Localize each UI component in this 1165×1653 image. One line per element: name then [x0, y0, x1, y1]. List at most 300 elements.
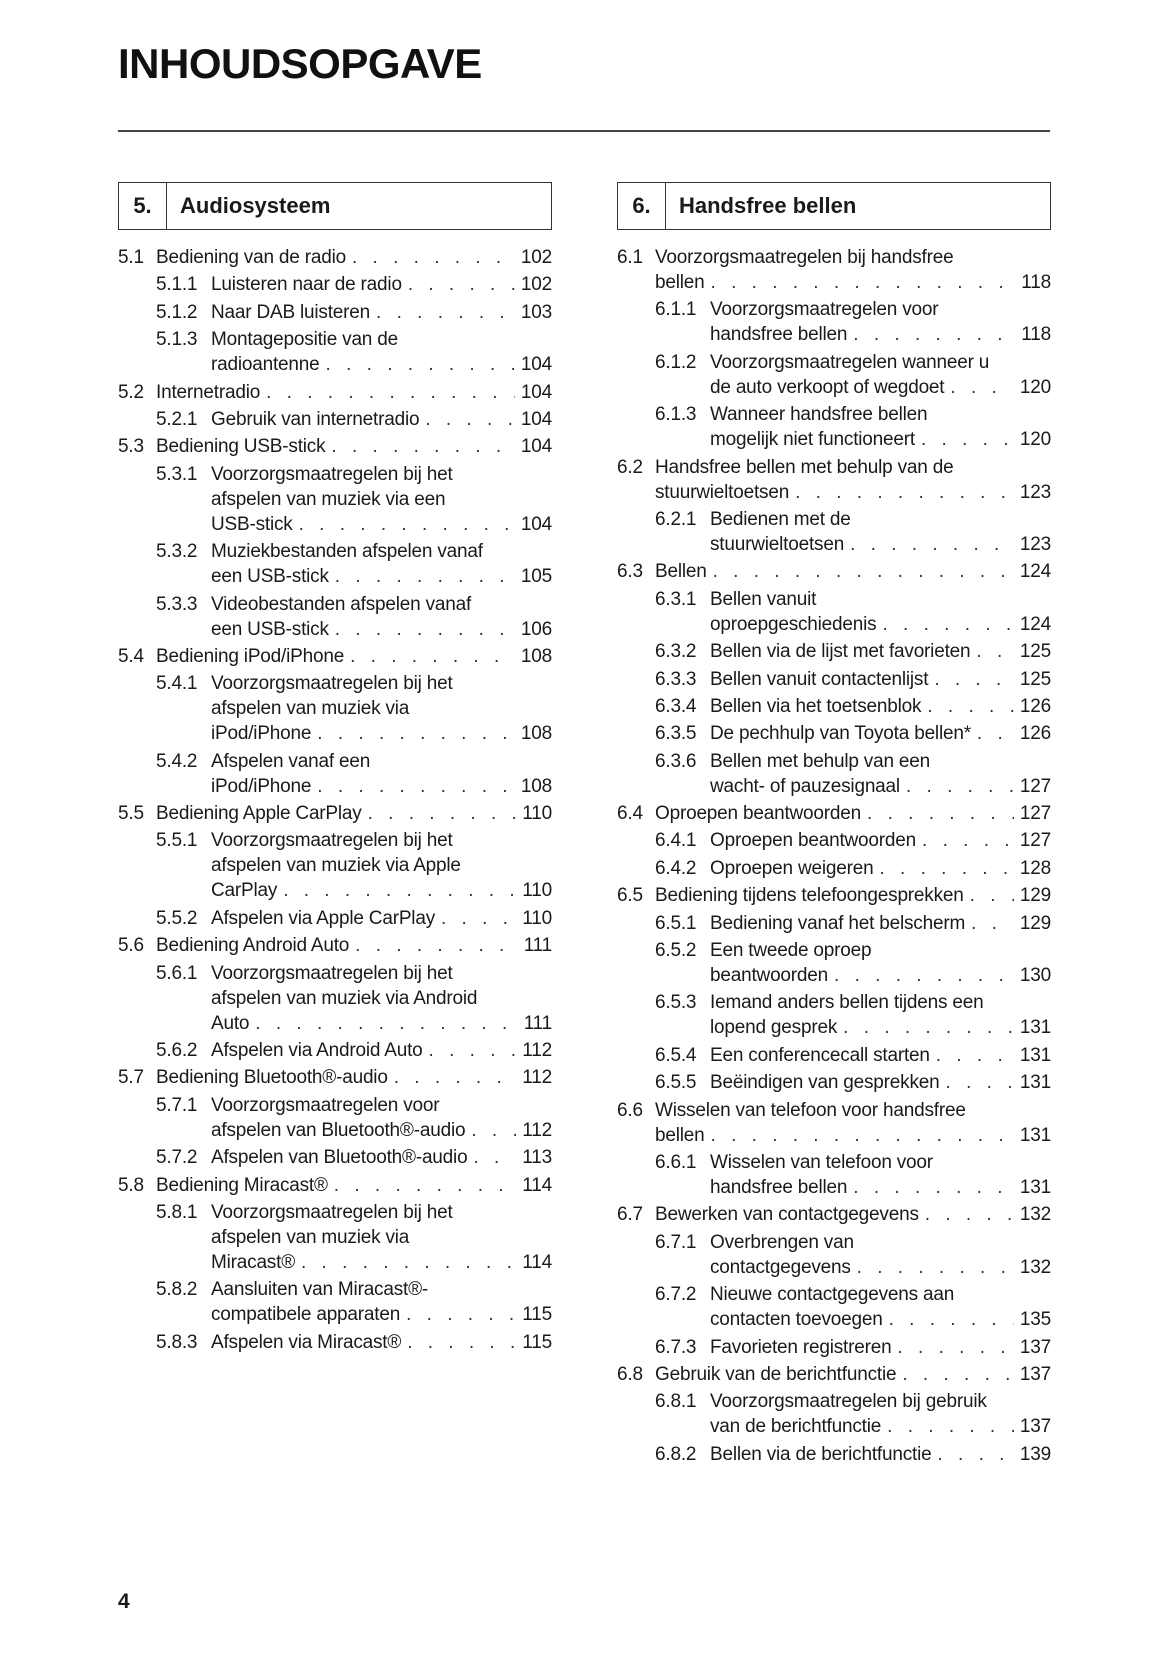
toc-entry[interactable]	[617, 402, 1051, 452]
entry-text	[655, 455, 1051, 505]
toc-entry[interactable]	[617, 1150, 1051, 1200]
entry-last-line	[710, 911, 1051, 936]
entry-last-line	[710, 1307, 1051, 1332]
entry-number: 6.8	[617, 1363, 643, 1385]
entry-number: 6.8.1	[655, 1391, 697, 1413]
entry-text	[655, 883, 1051, 908]
entry-text	[710, 938, 1051, 988]
entry-last-line	[211, 906, 552, 931]
dot-leader	[406, 1302, 516, 1327]
entry-page-number: 114	[522, 1174, 552, 1196]
entry-number: 6.8.2	[655, 1443, 697, 1465]
entry-page-number: 118	[1021, 324, 1051, 346]
toc-entry[interactable]	[118, 592, 552, 642]
toc-entry[interactable]	[118, 539, 552, 589]
toc-entry[interactable]	[617, 990, 1051, 1040]
entry-last-line	[710, 667, 1051, 692]
entry-text	[655, 245, 1051, 295]
dot-leader	[266, 380, 515, 405]
toc-entry[interactable]	[617, 507, 1051, 557]
entry-last-line	[211, 1038, 552, 1063]
toc-entry[interactable]	[118, 272, 552, 297]
dot-leader	[471, 1118, 516, 1143]
toc-entry[interactable]	[617, 639, 1051, 664]
entry-last-line	[710, 1335, 1051, 1360]
entry-title-line: Montagepositie van de	[211, 329, 398, 351]
entry-last-line	[211, 512, 552, 537]
entry-number: 6.2.1	[655, 508, 697, 530]
entry-text	[710, 1282, 1051, 1332]
entry-text	[156, 245, 552, 270]
toc-entry[interactable]	[617, 559, 1051, 584]
dot-leader	[934, 667, 1014, 692]
page-title: INHOUDSOPGAVE	[118, 40, 482, 87]
entry-last-line	[156, 801, 552, 826]
toc-entry[interactable]	[118, 749, 552, 799]
entry-text	[211, 1277, 552, 1327]
entry-last-line	[211, 1302, 552, 1327]
section-title: Handsfree bellen	[679, 193, 857, 218]
dot-leader	[441, 906, 516, 931]
dot-leader	[331, 434, 515, 459]
toc-entry[interactable]	[617, 297, 1051, 347]
toc-entry[interactable]	[118, 1145, 552, 1170]
section-header	[118, 182, 552, 230]
entry-title-line: Bellen via het toetsenblok	[710, 695, 922, 717]
entry-title-line: afspelen van muziek via een	[211, 488, 446, 510]
entry-title-line: radioantenne	[211, 354, 320, 376]
entry-title-line: Bediening USB-stick	[156, 436, 326, 458]
entry-title-line: Videobestanden afspelen vanaf	[211, 593, 472, 615]
entry-title-line: Wisselen van telefoon voor	[710, 1151, 933, 1173]
page-number: 4	[118, 1590, 130, 1613]
entry-title-line: afspelen van muziek via Android	[211, 987, 478, 1009]
dot-leader	[334, 1173, 517, 1198]
dot-leader	[882, 612, 1013, 637]
entry-title-line: Bediening Android Auto	[156, 935, 350, 957]
toc-entry[interactable]	[617, 856, 1051, 881]
entry-title-line: Voorzorgsmaatregelen bij het	[211, 830, 453, 852]
entry-page-number: 104	[520, 354, 552, 376]
entry-page-number: 135	[1019, 1309, 1051, 1331]
entry-text	[211, 327, 552, 377]
entry-last-line	[710, 612, 1051, 637]
entry-last-line	[156, 245, 552, 270]
entry-title-line: Bediening Apple CarPlay	[156, 803, 362, 825]
entry-page-number: 115	[522, 1331, 552, 1353]
entry-page-number: 110	[522, 907, 552, 929]
entry-last-line	[710, 427, 1051, 452]
entry-page-number: 137	[1019, 1336, 1051, 1358]
entry-number: 6.2	[617, 456, 643, 478]
entry-page-number: 118	[1021, 272, 1051, 293]
entry-title-line: Voorzorgsmaatregelen bij het	[211, 962, 453, 984]
entry-last-line	[710, 375, 1051, 400]
toc-entry[interactable]	[617, 1282, 1051, 1332]
entry-number: 6.3.1	[655, 588, 697, 610]
entry-title-line: contactgegevens	[710, 1256, 851, 1278]
toc-entry[interactable]	[617, 749, 1051, 799]
entry-text	[710, 990, 1051, 1040]
entry-title-line: Bediening van de radio	[156, 247, 346, 268]
entry-text	[710, 1230, 1051, 1280]
toc-entry[interactable]	[118, 1093, 552, 1143]
entry-last-line	[710, 721, 1051, 746]
entry-last-line	[710, 322, 1051, 347]
toc-entry[interactable]	[118, 961, 552, 1036]
entry-text	[710, 297, 1051, 347]
entry-text	[156, 1173, 552, 1198]
entry-page-number: 127	[1019, 775, 1051, 797]
entry-title-line: Favorieten registreren	[710, 1336, 892, 1358]
entry-page-number: 104	[520, 381, 552, 403]
dot-leader	[408, 272, 515, 297]
entry-number: 5.4.2	[156, 750, 198, 772]
toc-entry[interactable]	[617, 828, 1051, 853]
entry-title-line: afspelen van muziek via	[211, 698, 410, 720]
dot-leader	[335, 564, 515, 589]
entry-page-number: 102	[520, 247, 552, 268]
entry-number: 5.3.1	[156, 463, 198, 485]
entry-number: 5.6.2	[156, 1040, 198, 1062]
toc-entry[interactable]	[118, 1038, 552, 1063]
toc-entry[interactable]	[617, 1043, 1051, 1068]
toc-entry[interactable]	[118, 1200, 552, 1275]
entry-text	[156, 380, 552, 405]
entry-last-line	[710, 774, 1051, 799]
toc-entry[interactable]	[118, 933, 552, 958]
toc-entry[interactable]	[118, 1330, 552, 1355]
toc-entry[interactable]	[617, 1389, 1051, 1439]
dot-leader	[950, 375, 1014, 400]
entry-last-line	[156, 644, 552, 669]
entry-text	[211, 1093, 552, 1143]
entry-number: 5.2.1	[156, 408, 198, 430]
entry-number: 5.2	[118, 381, 144, 403]
toc-entry[interactable]	[617, 245, 1051, 295]
toc-entry[interactable]	[617, 694, 1051, 719]
toc-entry[interactable]	[617, 938, 1051, 988]
entry-page-number: 125	[1019, 668, 1051, 690]
toc-entry[interactable]	[617, 721, 1051, 746]
entry-last-line	[710, 1070, 1051, 1095]
toc-entry[interactable]	[617, 1442, 1051, 1467]
entry-title-line: Voorzorgsmaatregelen bij het	[211, 463, 453, 485]
entry-page-number: 102	[520, 274, 552, 296]
dot-leader	[429, 1038, 517, 1063]
entry-title-line: Bediening Miracast®	[156, 1174, 328, 1196]
entry-last-line	[211, 1250, 552, 1275]
entry-number: 6.4.2	[655, 857, 697, 879]
entry-page-number: 105	[520, 566, 552, 588]
entry-title-line: Overbrengen van	[710, 1231, 854, 1253]
entry-number: 6.5	[617, 885, 643, 907]
entry-title-line: handsfree bellen	[710, 1176, 848, 1198]
entry-number: 6.7	[617, 1204, 643, 1226]
toc-entry[interactable]	[617, 911, 1051, 936]
toc-entry[interactable]	[617, 801, 1051, 826]
entry-page-number: 131	[1019, 1017, 1051, 1039]
toc-entry[interactable]	[617, 455, 1051, 505]
entry-text	[211, 906, 552, 931]
entry-text	[710, 1150, 1051, 1200]
toc-entry[interactable]	[617, 587, 1051, 637]
entry-last-line	[710, 1015, 1051, 1040]
entry-title-line: contacten toevoegen	[710, 1309, 883, 1331]
entry-text	[710, 1070, 1051, 1095]
dot-leader	[897, 1335, 1013, 1360]
title-divider	[118, 130, 1050, 132]
entry-title-line: bellen	[655, 1124, 705, 1146]
toc-entry[interactable]	[118, 434, 552, 459]
dot-leader	[368, 801, 517, 826]
section-number: 6.	[618, 183, 666, 229]
dot-leader	[711, 1123, 1014, 1148]
entry-page-number: 111	[523, 1012, 552, 1034]
entry-last-line	[710, 532, 1051, 557]
toc-entry[interactable]	[617, 350, 1051, 400]
entry-page-number: 110	[522, 880, 552, 902]
toc-entry[interactable]	[118, 671, 552, 746]
toc-entry[interactable]	[118, 801, 552, 826]
entry-text	[211, 1038, 552, 1063]
entry-number: 5.7.2	[156, 1147, 198, 1169]
entry-title-line: Nieuwe contactgegevens aan	[710, 1284, 955, 1306]
entry-text	[211, 1200, 552, 1275]
entry-number: 5.3.3	[156, 593, 198, 615]
dot-leader	[283, 878, 516, 903]
toc-entry[interactable]	[118, 462, 552, 537]
entry-text	[710, 587, 1051, 637]
entry-title-line: Bellen via de berichtfunctie	[710, 1443, 932, 1465]
toc-entry[interactable]	[617, 1362, 1051, 1387]
entry-number: 6.5.4	[655, 1044, 697, 1066]
entry-page-number: 131	[1019, 1176, 1051, 1198]
entry-page-number: 128	[1019, 857, 1051, 879]
dot-leader	[326, 352, 515, 377]
toc-entry[interactable]	[118, 245, 552, 270]
entry-text	[156, 644, 552, 669]
entry-title-line: Bellen met behulp van een	[710, 750, 930, 772]
toc-entry[interactable]	[118, 1065, 552, 1090]
entry-page-number: 137	[1019, 1363, 1051, 1385]
entry-title-line: De pechhulp van Toyota bellen*	[710, 723, 971, 745]
entry-last-line	[655, 801, 1051, 826]
entry-last-line	[655, 480, 1051, 505]
entry-page-number: 139	[1019, 1443, 1051, 1465]
entry-title-line: Wanneer handsfree bellen	[710, 404, 928, 426]
entry-page-number: 131	[1019, 1124, 1051, 1146]
toc-entry[interactable]	[617, 1070, 1051, 1095]
entry-page-number: 123	[1019, 481, 1051, 503]
toc-entry[interactable]	[118, 380, 552, 405]
entry-text	[156, 1065, 552, 1090]
entry-title-line: Naar DAB luisteren	[211, 301, 371, 323]
dot-leader	[880, 856, 1014, 881]
entry-page-number: 104	[520, 408, 552, 430]
entry-title-line: Voorzorgsmaatregelen bij handsfree	[655, 247, 954, 268]
entry-text	[710, 1335, 1051, 1360]
entry-last-line	[156, 434, 552, 459]
dot-leader	[889, 1307, 1014, 1332]
entry-number: 6.4.1	[655, 830, 697, 852]
entry-title-line: bellen	[655, 272, 705, 293]
entry-text	[211, 407, 552, 432]
entry-title-line: beantwoorden	[710, 965, 829, 987]
entry-number: 5.3.2	[156, 541, 198, 563]
entry-title-line: Bediening tijdens telefoongesprekken	[655, 885, 964, 907]
entry-page-number: 132	[1019, 1204, 1051, 1226]
entry-number: 6.6	[617, 1099, 643, 1121]
entry-title-line: iPod/iPhone	[211, 723, 312, 745]
toc-entry[interactable]	[617, 1098, 1051, 1148]
entry-title-line: Oproepen weigeren	[710, 857, 874, 879]
entry-page-number: 114	[522, 1251, 552, 1273]
entry-title-line: een USB-stick	[211, 618, 329, 640]
entry-title-line: Afspelen van Bluetooth®-audio	[211, 1147, 468, 1169]
toc-entry[interactable]	[118, 407, 552, 432]
entry-number: 5.7	[118, 1067, 144, 1089]
entry-title-line: Aansluiten van Miracast®-	[211, 1279, 429, 1301]
entry-page-number: 108	[520, 775, 552, 797]
entry-number: 5.6.1	[156, 962, 198, 984]
dot-leader	[976, 639, 1014, 664]
dot-leader	[946, 1070, 1014, 1095]
entry-number: 6.3.4	[655, 695, 697, 717]
entry-text	[211, 300, 552, 325]
toc-list	[617, 245, 1051, 1467]
entry-page-number: 112	[522, 1067, 552, 1089]
dot-leader	[927, 694, 1014, 719]
entry-last-line	[710, 828, 1051, 853]
entry-number: 5.5	[118, 803, 144, 825]
entry-last-line	[211, 407, 552, 432]
entry-text	[710, 350, 1051, 400]
entry-last-line	[156, 1065, 552, 1090]
toc-entry[interactable]	[118, 906, 552, 931]
dot-leader	[922, 828, 1014, 853]
entry-number: 6.7.2	[655, 1284, 697, 1306]
entry-number: 6.6.1	[655, 1151, 697, 1173]
entry-number: 5.4.1	[156, 673, 198, 695]
entry-last-line	[211, 564, 552, 589]
entry-page-number: 112	[522, 1119, 552, 1141]
dot-leader	[352, 245, 515, 270]
toc-entry[interactable]	[617, 883, 1051, 908]
entry-text	[211, 539, 552, 589]
entry-number: 5.1	[118, 247, 144, 268]
toc-entry[interactable]	[118, 644, 552, 669]
dot-leader	[853, 1175, 1014, 1200]
entry-title-line: Afspelen via Miracast®	[211, 1331, 402, 1353]
entry-page-number: 132	[1019, 1256, 1051, 1278]
entry-page-number: 127	[1019, 830, 1051, 852]
entry-title-line: compatibele apparaten	[211, 1304, 401, 1326]
entry-number: 6.5.2	[655, 940, 697, 962]
dot-leader	[713, 559, 1014, 584]
entry-title-line: Miracast®	[211, 1251, 295, 1273]
entry-page-number: 120	[1019, 429, 1051, 451]
entry-title-line: handsfree bellen	[710, 324, 848, 346]
entry-title-line: Afspelen via Android Auto	[211, 1040, 423, 1062]
entry-number: 6.1.1	[655, 299, 697, 321]
entry-last-line	[211, 774, 552, 799]
entry-title-line: lopend gesprek	[710, 1017, 838, 1039]
dot-leader	[317, 721, 515, 746]
toc-entry[interactable]	[617, 1230, 1051, 1280]
toc-entry[interactable]	[118, 828, 552, 903]
entry-title-line: Voorzorgsmaatregelen bij het	[211, 1201, 453, 1223]
entry-text	[211, 828, 552, 903]
toc-entry[interactable]	[118, 1277, 552, 1327]
toc-entry[interactable]	[617, 667, 1051, 692]
entry-title-line: Voorzorgsmaatregelen voor	[710, 299, 939, 321]
entry-text	[710, 639, 1051, 664]
toc-entry[interactable]	[617, 1335, 1051, 1360]
entry-title-line: Voorzorgsmaatregelen voor	[211, 1094, 440, 1116]
entry-page-number: 108	[520, 723, 552, 745]
entry-title-line: Bediening Bluetooth®-audio	[156, 1067, 388, 1089]
entry-page-number: 120	[1019, 376, 1051, 398]
entry-last-line	[211, 617, 552, 642]
entry-page-number: 108	[520, 645, 552, 667]
dot-leader	[977, 721, 1014, 746]
entry-page-number: 103	[520, 301, 552, 323]
entry-text	[211, 1330, 552, 1355]
toc-entry[interactable]	[118, 300, 552, 325]
toc-entry[interactable]	[617, 1202, 1051, 1227]
dot-leader	[857, 1255, 1014, 1280]
entry-last-line	[710, 1442, 1051, 1467]
dot-leader	[887, 1414, 1014, 1439]
entry-last-line	[710, 856, 1051, 881]
entry-page-number: 104	[520, 513, 552, 535]
toc-entry[interactable]	[118, 1173, 552, 1198]
entry-number: 6.1	[617, 247, 643, 268]
entry-page-number: 131	[1019, 1072, 1051, 1094]
dot-leader	[350, 644, 515, 669]
entry-title-line: Beëindigen van gesprekken	[710, 1072, 940, 1094]
dot-leader	[795, 480, 1014, 505]
entry-title-line: iPod/iPhone	[211, 775, 312, 797]
toc-entry[interactable]	[118, 327, 552, 377]
dot-leader	[299, 512, 515, 537]
dot-leader	[936, 1043, 1014, 1068]
entry-text	[710, 1389, 1051, 1439]
entry-title-line: Wisselen van telefoon voor handsfree	[655, 1099, 966, 1121]
entry-number: 5.8	[118, 1174, 144, 1196]
entry-last-line	[211, 352, 552, 377]
entry-last-line	[710, 694, 1051, 719]
dot-leader	[867, 801, 1014, 826]
entry-last-line	[655, 1123, 1051, 1148]
entry-number: 5.5.2	[156, 907, 198, 929]
entry-number: 6.4	[617, 803, 643, 825]
entry-page-number: 131	[1019, 1044, 1051, 1066]
entry-text	[156, 933, 552, 958]
entry-title-line: Bediening vanaf het belscherm	[710, 912, 966, 934]
entry-page-number: 104	[520, 436, 552, 458]
entry-last-line	[211, 878, 552, 903]
entry-title-line: afspelen van muziek via	[211, 1226, 410, 1248]
entry-number: 6.5.3	[655, 992, 697, 1014]
entry-last-line	[211, 721, 552, 746]
entry-number: 6.5.5	[655, 1072, 697, 1094]
entry-text	[710, 828, 1051, 853]
entry-last-line	[710, 1255, 1051, 1280]
entry-number: 6.7.1	[655, 1231, 697, 1253]
entry-page-number: 127	[1019, 803, 1051, 825]
